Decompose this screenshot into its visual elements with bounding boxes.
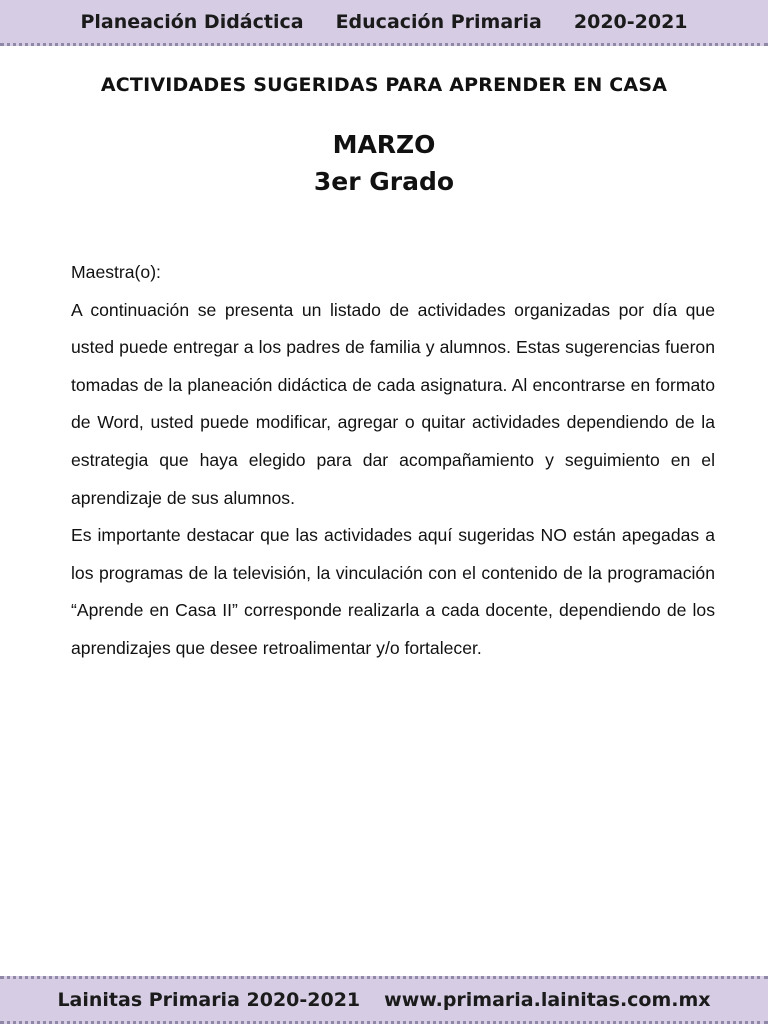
page-footer bbox=[0, 976, 768, 1024]
body-paragraph-2: Es importante destacar que las actividades aquí sugeridas NO están apegadas a los programas de la televisión, la vinculación con el contenido de la programación “Aprende en Casa II” corresponde realizarla a cada docente, dependiendo de los aprendizajes que desee retroalimentar y/o fortalecer. bbox=[71, 525, 715, 658]
document-body bbox=[71, 254, 715, 668]
page-header bbox=[0, 0, 768, 46]
header-level-label: Educación Primaria bbox=[335, 10, 542, 33]
header-planning-label: Planeación Didáctica bbox=[80, 10, 304, 33]
document-title: ACTIVIDADES SUGERIDAS PARA APRENDER EN CASA bbox=[100, 74, 668, 96]
header-school-year: 2020-2021 bbox=[573, 10, 688, 33]
salutation: Maestra(o): bbox=[71, 262, 161, 282]
grade-heading: 3er Grado bbox=[313, 167, 455, 196]
body-paragraph-1: A continuación se presenta un listado de actividades organizadas por día que usted puede entregar a los padres de familia y alumnos. Estas sugerencias fueron tomadas de la planeación didáctica de cada asignatura. Al encontrarse en formato de Word, usted puede modificar, agregar o quitar actividades dependiendo de la estrategia que haya elegido para dar acompañamiento y seguimiento en el aprendizaje de sus alumnos. bbox=[71, 299, 715, 508]
footer-brand: Lainitas Primaria 2020-2021 bbox=[57, 989, 361, 1011]
month-heading: MARZO bbox=[332, 130, 436, 159]
footer-website: www.primaria.lainitas.com.mx bbox=[384, 989, 711, 1011]
